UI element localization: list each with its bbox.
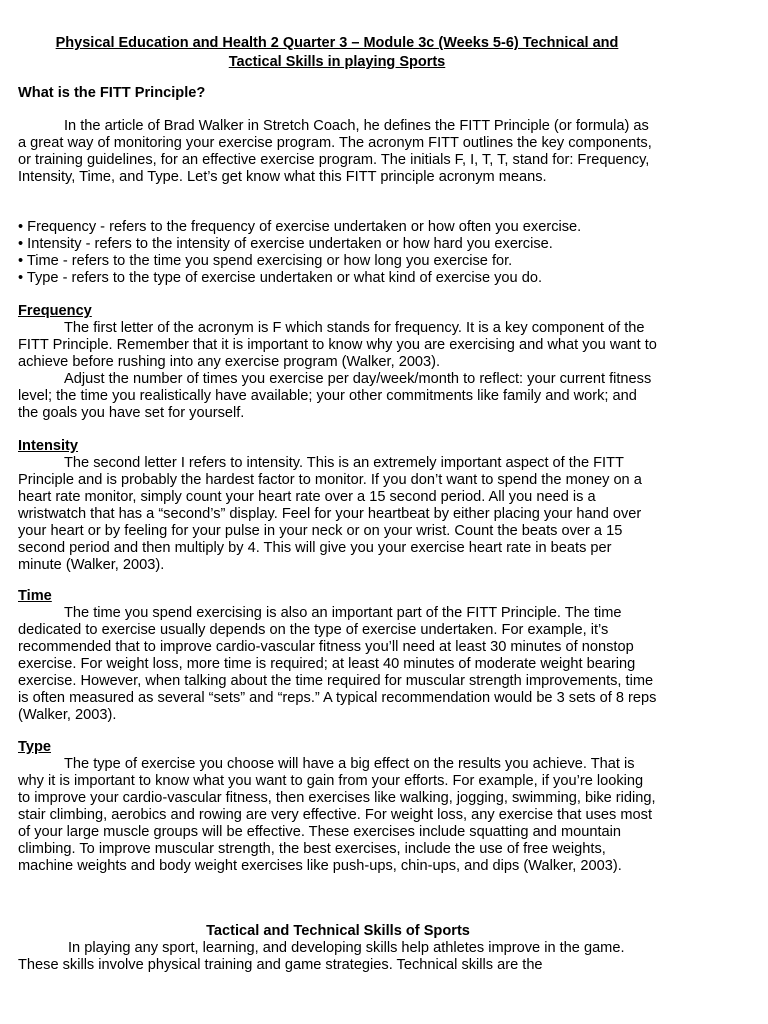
intensity-section	[18, 438, 658, 574]
time-section	[18, 588, 658, 724]
list-item: • Frequency - refers to the frequency of exercise undertaken or how often you exercise.	[18, 219, 582, 235]
document-title	[18, 34, 656, 72]
tactical-heading: Tactical and Technical Skills of Sports	[206, 923, 470, 939]
frequency-heading: Frequency	[18, 303, 92, 319]
frequency-section	[18, 303, 658, 422]
frequency-paragraph-1: The first letter of the acronym is F which stands for frequency. It is a key component of the FITT Principle. Remember that it is important to know why you are exercising and what you want to achieve before rushing into any exercise program (Walker, 2003).	[18, 320, 657, 370]
type-section	[18, 739, 658, 875]
fitt-intro	[18, 118, 658, 186]
frequency-paragraph-2: Adjust the number of times you exercise per day/week/month to reflect: your current fitness level; the time you realistically have available; your other commitments like family and work; and the goals you have set for yourself.	[18, 371, 652, 421]
intensity-heading: Intensity	[18, 438, 79, 454]
tactical-section	[18, 923, 658, 974]
time-heading: Time	[18, 588, 52, 604]
list-item: • Intensity - refers to the intensity of exercise undertaken or how hard you exercise.	[18, 236, 553, 252]
fitt-bullet-list	[18, 219, 658, 287]
type-heading: Type	[18, 739, 51, 755]
fitt-heading: What is the FITT Principle?	[18, 85, 206, 101]
title-line-1: Physical Education and Health 2 Quarter 3 – Module 3c (Weeks 5-6) Technical and	[55, 35, 619, 51]
fitt-intro-text: In the article of Brad Walker in Stretch Coach, he defines the FITT Principle (or formula) as a great way of monitoring your exercise program. The acronym FITT outlines the key components, or training guidelines, for an effective exercise program. The initials F, I, T, T, stand for: Frequency, Intensity, Time, and Type. Let’s get know what this FITT principle acronym means.	[18, 118, 652, 185]
list-item: • Type - refers to the type of exercise undertaken or what kind of exercise you do.	[18, 270, 543, 286]
intensity-paragraph: The second letter I refers to intensity. This is an extremely important aspect of the FITT Principle and is probably the hardest factor to monitor. If you don’t want to spend the money on a heart rate monitor, simply count your heart rate over a 15 second period. All you need is a wristwatch that has a “second’s” display. Feel for your heartbeat by either placing your hand over your heart or by feeling for your pulse in your neck or on your wrist. Count the beats over a 15 second period and then multiply by 4. This will give you your exercise heart rate in beats per minute (Walker, 2003).	[18, 455, 642, 573]
title-line-2: Tactical Skills in playing Sports	[228, 54, 446, 70]
time-paragraph: The time you spend exercising is also an important part of the FITT Principle. The time dedicated to exercise usually depends on the type of exercise undertaken. For example, it’s recommended that to improve cardio-vascular fitness you’ll need at least 30 minutes of nonstop exercise. For weight loss, more time is required; at least 40 minutes of moderate weight bearing exercise. However, when talking about the time required for muscular strength improvements, time is often measured as several “sets” and “reps.” A typical recommendation would be 3 sets of 8 reps (Walker, 2003).	[18, 605, 657, 723]
type-paragraph: The type of exercise you choose will have a big effect on the results you achieve. That is why it is important to know what you want to gain from your efforts. For example, if you’re looking to improve your cardio-vascular fitness, then exercises like walking, jogging, swimming, bike riding, stair climbing, aerobics and rowing are very effective. For weight loss, any exercise that uses most of your large muscle groups will be effective. These exercises include squatting and mountain climbing. To improve muscular strength, the best exercises, include the use of free weights, machine weights and body weight exercises like push-ups, chin-ups, and dips (Walker, 2003).	[18, 756, 656, 874]
list-item: • Time - refers to the time you spend exercising or how long you exercise for.	[18, 253, 513, 269]
tactical-paragraph: In playing any sport, learning, and developing skills help athletes improve in the game. These skills involve physical training and game strategies. Technical skills are the	[18, 940, 625, 973]
